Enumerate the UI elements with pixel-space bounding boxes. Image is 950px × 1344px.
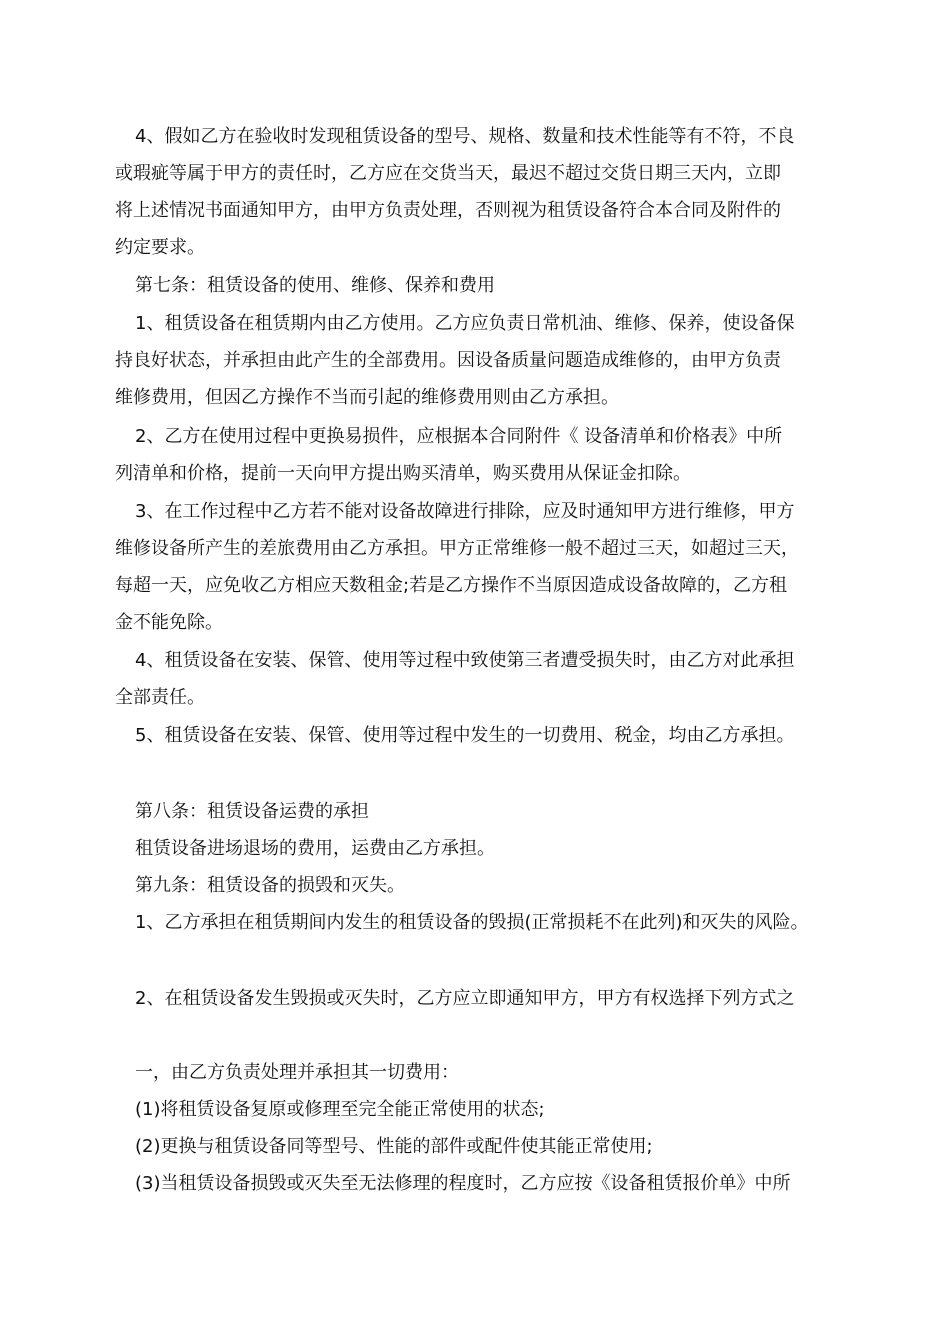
heading-clause-8 [115,793,845,830]
list-item-option-1 [115,1091,845,1128]
text-line: 持良好状态，并承担由此产生的全部费用。因设备质量问题造成维修的，由甲方负责 [115,350,781,371]
text-line: (3)当租赁设备损毁或灭失至无法修理的程度时，乙方应按《设备租赁报价单》中所 [135,1173,791,1194]
paragraph-clause-7-item-2 [115,418,845,492]
paragraph-clause-7-item-1 [115,305,845,416]
text-line: 约定要求。 [115,237,205,258]
text-line: 租赁设备进场退场的费用，运费由乙方承担。 [135,838,495,859]
paragraph-clause-7-item-5 [115,717,845,754]
text-line: 或瑕疵等属于甲方的责任时，乙方应在交货当天，最迟不超过交货日期三天内，立即 [115,163,781,184]
list-item-option-3 [115,1165,845,1202]
text-line: 列清单和价格，提前一天向甲方提出购买清单，购买费用从保证金扣除。 [115,463,691,484]
text-line: 第八条：租赁设备运费的承担 [135,801,369,822]
text-line: 维修设备所产生的差旅费用由乙方承担。甲方正常维修一般不超过三天，如超过三天， [115,538,799,559]
text-line: 一，由乙方负责处理并承担其一切费用： [135,1062,459,1083]
text-line: (2)更换与租赁设备同等型号、性能的部件或配件使其能正常使用; [135,1136,653,1157]
heading-clause-9 [115,867,845,904]
text-line: (1)将租赁设备复原或修理至完全能正常使用的状态; [135,1099,545,1120]
text-line: 每超一天，应免收乙方相应天数租金;若是乙方操作不当原因造成设备故障的，乙方租 [115,575,788,596]
text-line: 2、在租赁设备发生毁损或灭失时，乙方应立即通知甲方，甲方有权选择下列方式之 [135,988,795,1009]
text-line: 4、租赁设备在安装、保管、使用等过程中致使第三者遭受损失时，由乙方对此承担 [135,650,795,671]
text-line: 5、租赁设备在安装、保管、使用等过程中发生的一切费用、税金，均由乙方承担。 [135,725,795,746]
list-item-option-2 [115,1128,845,1165]
paragraph-clause-9-item-1 [115,904,845,941]
text-line: 2、乙方在使用过程中更换易损件，应根据本合同附件《 设备清单和价格表》中所 [135,426,783,447]
paragraph-clause-8-body [115,830,845,867]
paragraph-clause-9-item-2-continued [115,1054,845,1091]
text-line: 1、乙方承担在租赁期间内发生的租赁设备的毁损(正常损耗不在此列)和灭失的风险。 [135,912,809,933]
text-line: 金不能免除。 [115,612,223,633]
text-line: 第九条：租赁设备的损毁和灭失。 [135,875,405,896]
text-line: 第七条：租赁设备的使用、维修、保养和费用 [135,275,495,296]
text-line: 3、在工作过程中乙方若不能对设备故障进行排除，应及时通知甲方进行维修，甲方 [135,501,795,522]
text-line: 将上述情况书面通知甲方，由甲方负责处理，否则视为租赁设备符合本合同及附件的 [115,200,781,221]
text-line: 1、租赁设备在租赁期内由乙方使用。乙方应负责日常机油、维修、保养，使设备保 [135,313,795,334]
paragraph-clause-7-item-3 [115,493,845,641]
paragraph-clause-7-item-4 [115,642,845,716]
heading-clause-7 [115,267,845,304]
text-line: 4、假如乙方在验收时发现租赁设备的型号、规格、数量和技术性能等有不符，不良 [135,126,795,147]
paragraph-clause-9-item-2 [115,980,845,1017]
text-line: 维修费用，但因乙方操作不当而引起的维修费用则由乙方承担。 [115,387,619,408]
text-line: 全部责任。 [115,687,205,708]
paragraph-clause-6-item-4 [115,118,845,266]
